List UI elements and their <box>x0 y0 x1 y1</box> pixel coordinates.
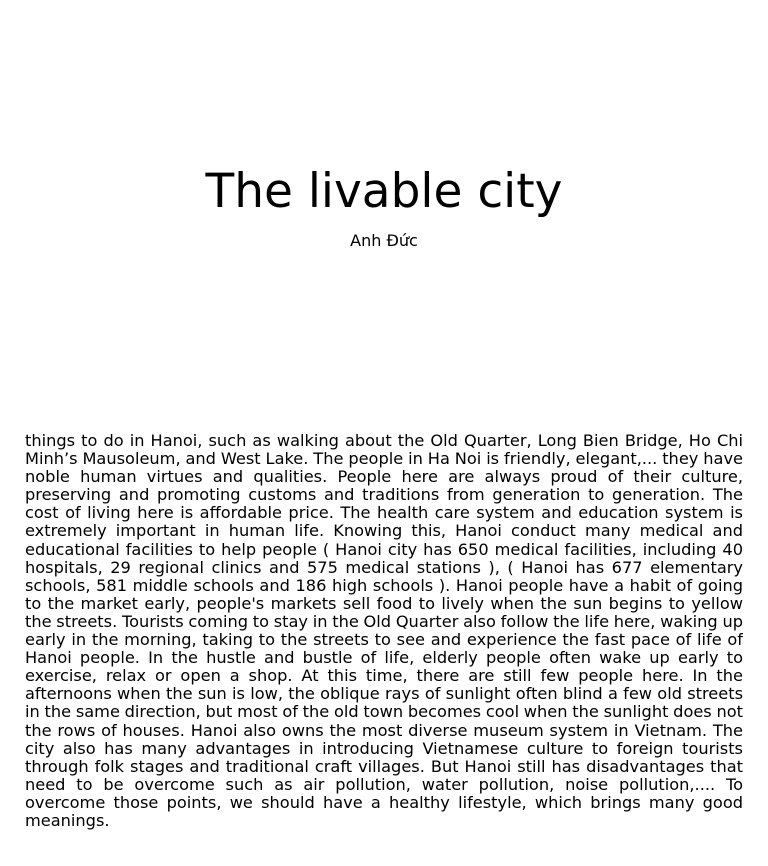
body-text-region <box>25 432 743 836</box>
document-title: The livable city <box>205 164 563 219</box>
author-name: Anh Đức <box>350 231 418 250</box>
body-paragraph: things to do in Hanoi, such as walking about the Old Quarter, Long Bien Bridge, Ho Chi Minh’s Mausoleum, and West Lake. The people in Ha Noi is friendly, elegant,... they have noble human virtues and qualities. People here are always proud of their culture, preserving and promoting customs and traditions from generation to generation. The cost of living here is affordable price. The health care system and education system is extremely important in human life. Knowing this, Hanoi conduct many medical and educational facilities to help people ( Hanoi city has 650 medical facilities, including 40 hospitals, 29 regional clinics and 575 medical stations ), ( Hanoi has 677 elementary schools, 581 middle schools and 186 high schools ). Hanoi people have a habit of going to the market early, people's markets sell food to lively when the sun begins to yellow the streets. Tourists coming to stay in the Old Quarter also follow the life here, waking up early in the morning, taking to the streets to see and experience the fast pace of life of Hanoi people. In the hustle and bustle of life, elderly people often wake up early to exercise, relax or open a shop. At this time, there are still few people here. In the afternoons when the sun is low, the oblique rays of sunlight often blind a few old streets in the same direction, but most of the old town becomes cool when the sunlight does not the rows of houses. Hanoi also owns the most diverse museum system in Vietnam. The city also has many advantages in introducing Vietnamese culture to foreign tourists through folk stages and traditional craft villages. But Hanoi still has disadvantages that need to be overcome such as air pollution, water pollution, noise pollution,.... To overcome those points, we should have a healthy lifestyle, which brings many good meanings. <box>25 432 743 830</box>
